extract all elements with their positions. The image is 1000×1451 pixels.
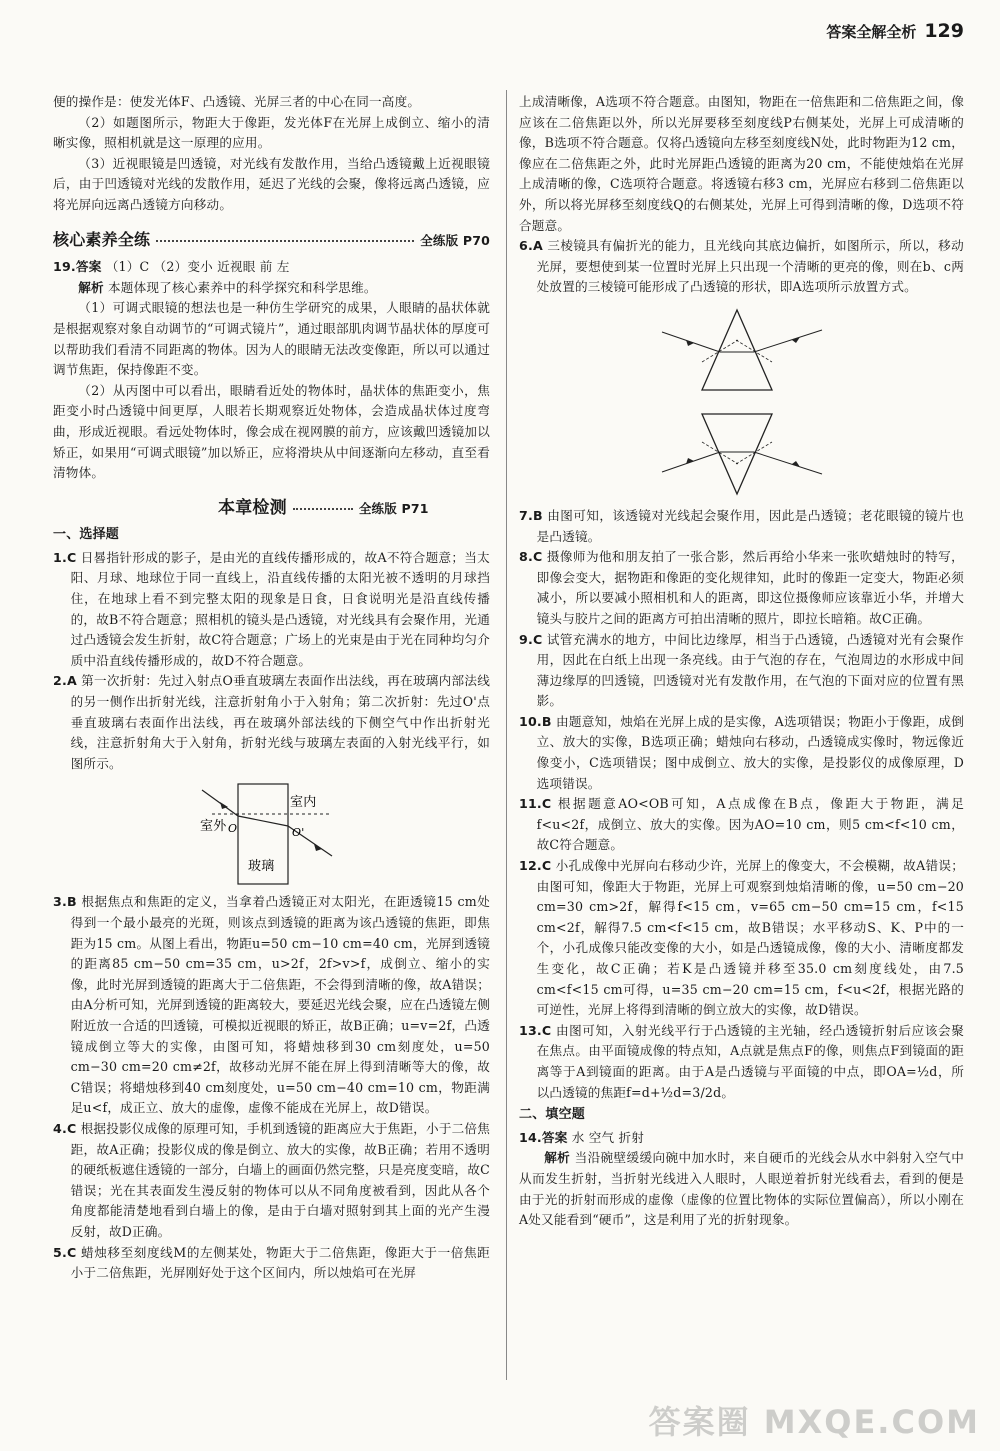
label-o2: O' [291, 826, 304, 840]
q19-p1: （1）可调式眼镜的想法也是一种仿生学研究的成果，人眼睛的晶状体就是根据观察对象自动调节的“可调式镜片”，通过眼部肌肉调节晶状体的厚度可以帮助我们看清不同距离的物体。因为人的眼睛无法改变像距，所以可以通过调节焦距，保持像距不变。 [53, 300, 490, 378]
section-heading-chapter-test: 本章检测 全练版 P71 [218, 497, 429, 518]
right-column [519, 92, 964, 1231]
q19-p2: （2）从丙图中可以看出，眼睛看近处的物体时，晶状体的焦距变小，焦距变小时凸透镜中间更厚，人眼若长期观察近处物体，会造成晶状体过度弯曲，形成近视眼。看远处物体时，像会成在视网膜的前方，应该戴凹透镜加以矫正，如果用“可调式眼镜”加以矫正，应将滑块从中间逐渐向左移动，直至看清物体。 [53, 382, 490, 481]
q19-answer: 19.答案 （1）C （2）变小 近视眼 前 左 [53, 259, 290, 275]
q5-continued: 上成清晰像，A选项不符合题意。由图知，物距在一倍焦距和二倍焦距之间，像应该在二倍焦距以外，所以光屏要移至刻度线P右侧某处，光屏上可成清晰的像，B选项不符合题意。仅将凸透镜向左移至刻度线N处，此时物距为12 cm，像应在二倍焦距之外，此时光屏距凸透镜的距离为20 cm，不能使烛焰在光屏上成清晰的像，C选项符合题意。将透镜右移3 cm，光屏应右移到二倍焦距以外，所以将光屏移至刻度线Q的右侧某处，光屏上可得到清晰的像，D选项不符合题意。 [519, 94, 964, 233]
intro-p2: （3）近视眼镜是凹透镜，对光线有发散作用，当给凸透镜戴上近视眼镜后，由于凹透镜对光线的发散作用，延迟了光线的会聚，像将远离凸透镜，应将光屏向远离凸透镜方向移动。 [53, 155, 490, 212]
label-indoor: 室内 [289, 795, 316, 811]
q7: 7.B 由图可知，该透镜对光线起会聚作用，因此是凸透镜；老花眼镜的镜片也是凸透镜。 [519, 507, 964, 544]
glass-refraction-figure [192, 778, 352, 888]
prism-figure [642, 302, 842, 502]
q11: 11.C 根据题意AO<OB可知，A点成像在B点，像距大于物距，满足f<u<2f，成倒立、放大的实像。因为AO=10 cm，则5 cm<f<10 cm，故C符合题意。 [519, 796, 964, 853]
label-outdoor: 室外 [199, 819, 226, 835]
q19-analysis: 解析 本题体现了核心素养中的科学探究和科学思维。 [78, 279, 377, 295]
intro-p0: 便的操作是：使发光体F、凸透镜、光屏三者的中心在同一高度。 [53, 94, 421, 109]
left-column [53, 92, 490, 1284]
label-o: O [227, 822, 237, 836]
page-header [826, 20, 964, 42]
q14-answer: 14.答案 水 空气 折射 [519, 1129, 645, 1145]
q2: 2.A 第一次折射：先过入射点O垂直玻璃左表面作出法线，再在玻璃内部法线的另一侧作出折射光线，注意折射角小于入射角；第二次折射：先过O'点垂直玻璃右表面作出法线，再在玻璃外部法线的下侧空气中作出折射光线，注意折射角大于入射角，折射光线与玻璃左表面的入射光线平行，如图所示。 [53, 673, 490, 771]
q10: 10.B 由题意知，烛焰在光屏上成的是实像，A选项错误；物距小于像距，成倒立、放大的实像，B选项正确；蜡烛向右移动，凸透镜成实像时，物远像近像变小，C选项错误；图中成倒立、放大的实像，是投影仪的成像原理，D选项错误。 [519, 713, 964, 791]
watermark: 答案圈 MXQE.COM [648, 1403, 980, 1441]
q3: 3.B 根据焦点和焦距的定义，当拿着凸透镜正对太阳光，在距透镜15 cm处得到一个最小最亮的光斑，则该点到透镜的距离为该凸透镜的焦距，即焦距为15 cm。从图上看出，物距u=50 cm−10 cm=40 cm，光屏到透镜的距离85 cm−50 cm=35 cm，u>2f，2f>v>f，成倒立、缩小的实像，此时光屏到透镜的距离大于二倍焦距，不会得到清晰的像，故A错误；由A分析可知，光屏到透镜的距离较大，要延迟光线会聚，应在凸透镜左侧附近放一合适的凹透镜，可模拟近视眼的矫正，故B正确；u=v=2f，凸透镜成倒立等大的实像，由图可知，将蜡烛移到30 cm刻度处，u=50 cm−30 cm=20 cm≠2f，故移动光屏不能在屏上得到清晰等大的像，故C错误；将蜡烛移到40 cm刻度处，u=50 cm−40 cm=10 cm，物距满足u<f，成正立、放大的虚像，虚像不能成在光屏上，故D错误。 [53, 894, 490, 1116]
q6: 6.A 三棱镜具有偏折光的能力，且光线向其底边偏折，如图所示，所以，移动光屏，要想使到某一位置时光屏上只出现一个清晰的更亮的像，则在b、c两处放置的三棱镜可能形成了凸透镜的形状，即A选项所示放置方式。 [519, 238, 964, 295]
label-glass: 玻璃 [247, 859, 274, 875]
column-divider [506, 90, 507, 1380]
q9: 9.C 试管充满水的地方，中间比边缘厚，相当于凸透镜，凸透镜对光有会聚作用，因此在白纸上出现一条亮线。由于气泡的存在，气泡周边的水形成中间薄边缘厚的凹透镜，凹透镜对光有发散作用，在气泡的下面对应的位置有黑影。 [519, 631, 964, 709]
subsection-fill: 二、填空题 [519, 1107, 586, 1123]
q13: 13.C 由图可知，入射光线平行于凸透镜的主光轴，经凸透镜折射后应该会聚在焦点。由平面镜成像的特点知，A点就是焦点F的像，则焦点F到镜面的距离等于A到镜面的距离。由于A是凸透镜与平面镜的中点，即OA=½d，所以凸透镜的焦距f=d+½d=3/2d。 [519, 1022, 964, 1100]
subsection-choice: 一、选择题 [53, 527, 120, 543]
q14-analysis: 解析 当沿碗壁缓缓向碗中加水时，来自硬币的光线会从水中斜射入空气中从而发生折射，当折射光线进入人眼时，人眼逆着折射光线看去，看到的便是由于光的折射而形成的虚像（虚像的位置比物体的实际位置偏高），所以小刚在A处又能看到“硬币”，这是利用了光的折射现象。 [519, 1150, 964, 1228]
q1: 1.C 日晷指针形成的影子，是由光的直线传播形成的，故A不符合题意；当太阳、月球、地球位于同一直线上，沿直线传播的太阳光被不透明的月球挡住，在地球上看不到完整太阳的现象是日食，日食说明光是沿直线传播的，故B不符合题意；照相机的镜头是凸透镜，对光线具有会聚作用，光通过凸透镜会发生折射，故C符合题意；广场上的光束是由于光在同种均匀介质中沿直线传播形成的，故D不符合题意。 [53, 549, 490, 668]
header-title: 答案全解全析 [826, 23, 917, 41]
section-heading-core: 核心素养全练 全练版 P70 [53, 229, 490, 249]
q12: 12.C 小孔成像中光屏向右移动少许，光屏上的像变大，不会模糊，故A错误；由图可知，像距大于物距，光屏上可观察到烛焰清晰的像，u=50 cm−20 cm=30 cm>2f，解得f<15 cm，v=65 cm−50 cm=15 cm，f<15 cm<2f，解得7.5 cm<f<15 cm，故B错误；水平移动S、K、P中的一个，小孔成像只能改变像的大小，如是凸透镜成像，像的大小、清晰度都发生变化，故C正确；若K是凸透镜并移至35.0 cm刻度线处，由7.5 cm<f<15 cm可得，u=35 cm−20 cm=15 cm，f<u<2f，根据光路的可逆性，光屏上将得到清晰的倒立放大的实像，故D错误。 [519, 858, 964, 1018]
page-number: 129 [924, 20, 964, 42]
q4: 4.C 根据投影仪成像的原理可知，手机到透镜的距离应大于焦距，小于二倍焦距，故A正确；投影仪成的像是倒立、放大的实像，故B正确；若用不透明的硬纸板遮住透镜的一部分，白墙上的画面仍然完整，只是亮度变暗，故C错误；光在其表面发生漫反射的物体可以从不同角度被看到，因此从各个角度都能清楚地看到白墙上的像，是由于白墙对照射到其上面的光产生漫反射，故D正确。 [53, 1120, 491, 1239]
q5: 5.C 蜡烛移至刻度线M的左侧某处，物距大于二倍焦距，像距大于一倍焦距小于二倍焦距，光屏刚好处于这个区间内，所以烛焰可在光屏 [53, 1244, 490, 1281]
q8: 8.C 摄像师为他和朋友拍了一张合影，然后再给小华来一张吹蜡烛时的特写，即像会变大，据物距和像距的变化规律知，此时的像距一定变大，物距必须减小，所以要减小照相机和人的距离，即这位摄像师应该靠近小华，并增大镜头与胶片之间的距离方可拍出清晰的照片，即拉长暗箱。故C正确。 [519, 549, 964, 626]
intro-p1: （2）如题图所示，物距大于像距，发光体F在光屏上成倒立、缩小的清晰实像，照相机就是这一原理的应用。 [53, 114, 490, 151]
